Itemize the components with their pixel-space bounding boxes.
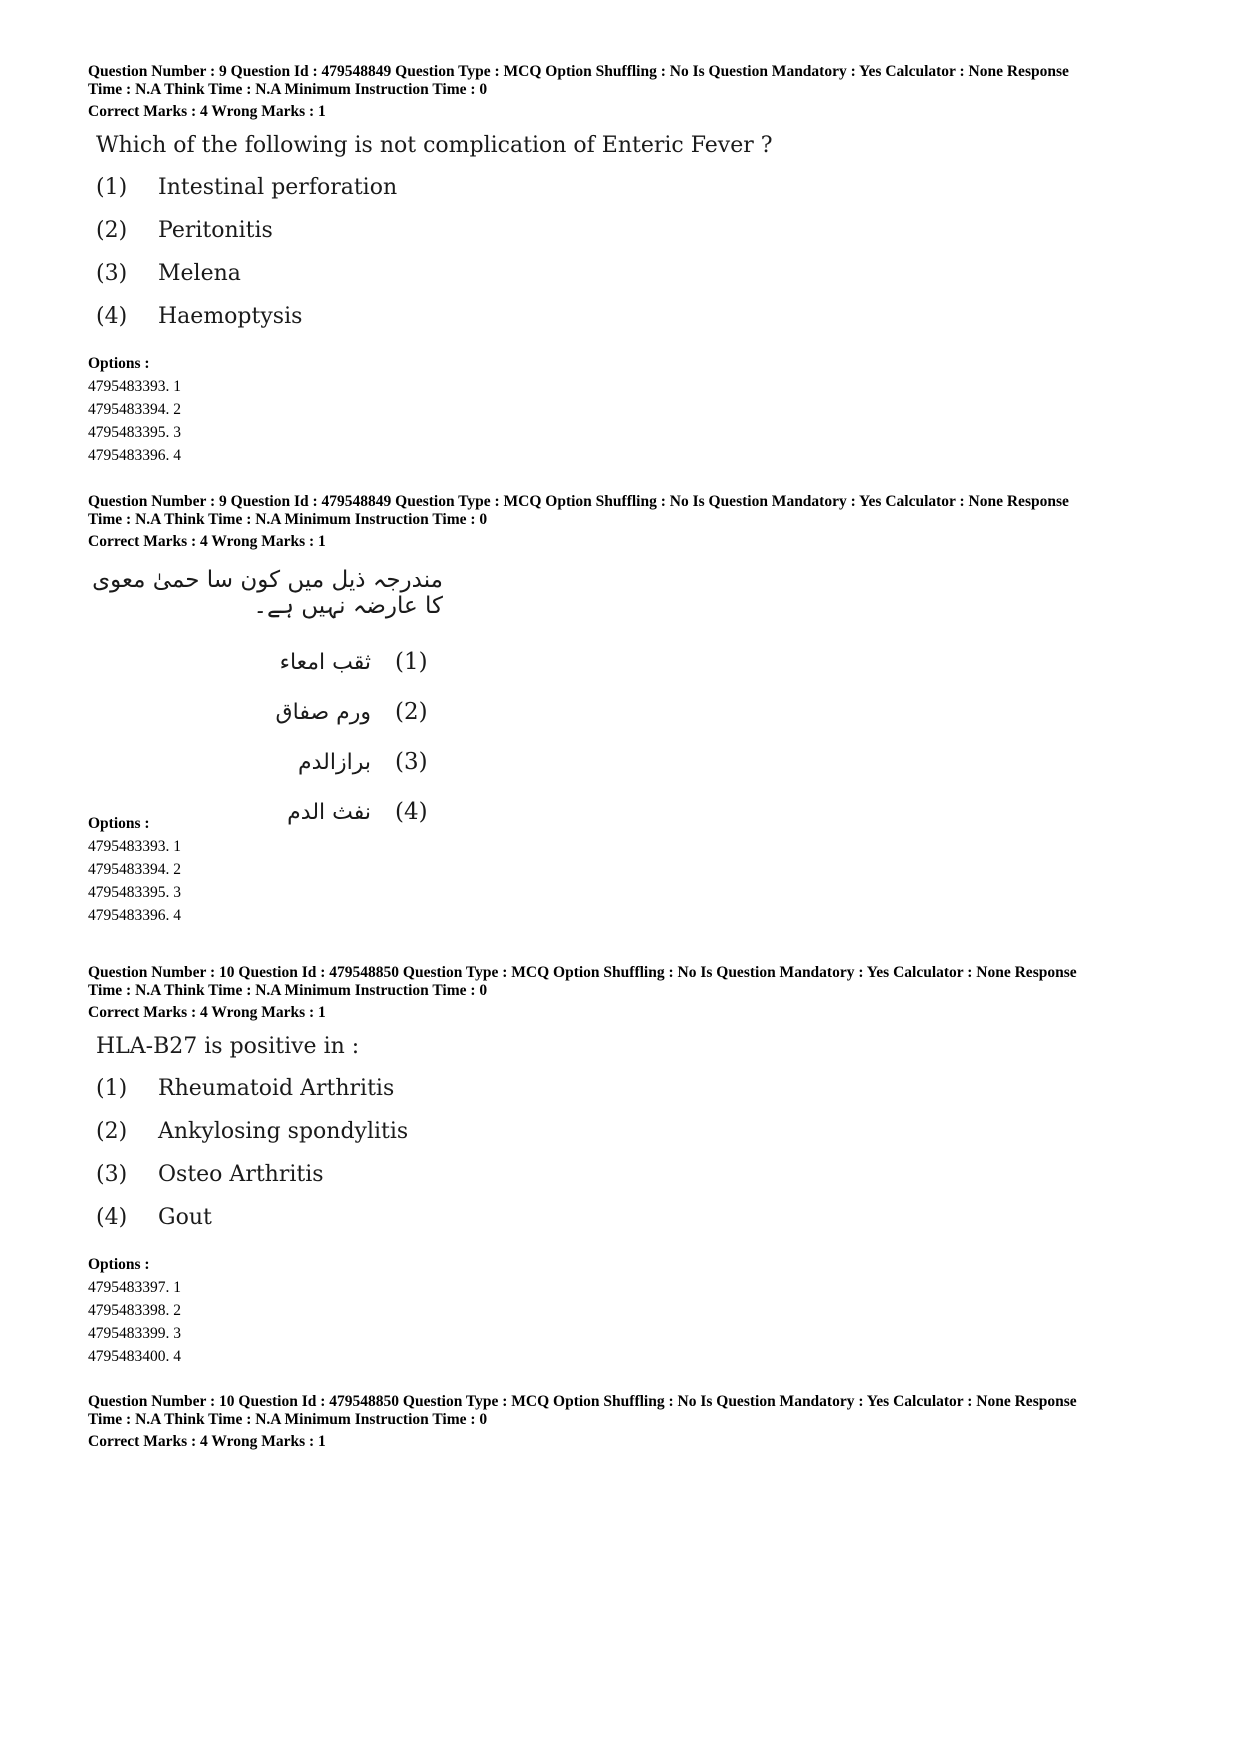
option-id: 4795483393. 1	[88, 378, 181, 395]
choice-text: نفث الدم	[287, 799, 371, 825]
choice-number: (2)	[96, 1119, 128, 1144]
question-stem: Which of the following is not complication of Enteric Fever ?	[96, 133, 773, 158]
choice-number: (2)	[395, 699, 428, 725]
choice-number: (2)	[96, 218, 128, 243]
question-marks: Correct Marks : 4 Wrong Marks : 1	[88, 1004, 326, 1021]
choice-number: (1)	[96, 175, 128, 200]
question-meta-line: Time : N.A Think Time : N.A Minimum Instruction Time : 0	[88, 982, 488, 999]
option-id: 4795483397. 1	[88, 1279, 181, 1296]
choice-number: (3)	[395, 749, 428, 775]
question-block-9-urdu	[88, 493, 1168, 927]
question-meta-line: Question Number : 10 Question Id : 479548850 Question Type : MCQ Option Shuffling : No Is Question Mandatory : Yes Calculator : None Response	[88, 1393, 1077, 1410]
choice-number: (1)	[96, 1076, 128, 1101]
answer-choice	[88, 1162, 1168, 1205]
question-marks: Correct Marks : 4 Wrong Marks : 1	[88, 1433, 326, 1450]
answer-choice	[88, 1119, 1168, 1162]
option-id: 4795483395. 3	[88, 424, 181, 441]
options-label: Options :	[88, 355, 150, 372]
choice-text: Ankylosing spondylitis	[158, 1119, 409, 1144]
choice-text: Rheumatoid Arthritis	[158, 1076, 395, 1101]
option-id: 4795483396. 4	[88, 447, 181, 464]
question-content	[88, 133, 1168, 347]
choice-text: برازالدم	[298, 749, 371, 775]
choice-text: Osteo Arthritis	[158, 1162, 324, 1187]
options-label: Options :	[88, 815, 150, 832]
question-marks: Correct Marks : 4 Wrong Marks : 1	[88, 103, 326, 120]
choice-number: (4)	[96, 1205, 128, 1230]
question-meta-line: Time : N.A Think Time : N.A Minimum Instruction Time : 0	[88, 511, 488, 528]
answer-choice	[88, 787, 443, 837]
answer-choice	[88, 687, 443, 737]
option-id: 4795483394. 2	[88, 401, 181, 418]
answer-choice	[88, 304, 1168, 347]
option-id: 4795483395. 3	[88, 884, 181, 901]
choice-number: (3)	[96, 261, 128, 286]
question-meta-line: Question Number : 9 Question Id : 479548849 Question Type : MCQ Option Shuffling : No Is Question Mandatory : Yes Calculator : None Response	[88, 493, 1069, 510]
option-id: 4795483396. 4	[88, 907, 181, 924]
choice-text: Melena	[158, 261, 241, 286]
question-meta-line: Question Number : 10 Question Id : 479548850 Question Type : MCQ Option Shuffling : No Is Question Mandatory : Yes Calculator : None Response	[88, 964, 1077, 981]
option-id: 4795483393. 1	[88, 838, 181, 855]
question-stem: HLA-B27 is positive in :	[96, 1034, 360, 1059]
question-content	[88, 1034, 1168, 1248]
option-id: 4795483398. 2	[88, 1302, 181, 1319]
question-meta-line: Time : N.A Think Time : N.A Minimum Instruction Time : 0	[88, 1411, 488, 1428]
answer-choice	[88, 1076, 1168, 1119]
choice-text: Intestinal perforation	[158, 175, 398, 200]
answer-choice	[88, 1205, 1168, 1248]
option-id: 4795483400. 4	[88, 1348, 181, 1365]
choice-text: ورم صفاق	[275, 699, 371, 725]
question-stem: مندرجہ ذیل میں کون سا حمیٰ معوی کا عارضہ نہیں ہے۔	[92, 567, 443, 619]
answer-choice	[88, 261, 1168, 304]
question-block-9-english	[88, 63, 1168, 467]
choice-text: ثقب امعاء	[279, 649, 371, 675]
answer-choice	[88, 175, 1168, 218]
choice-number: (4)	[96, 304, 128, 329]
option-id: 4795483399. 3	[88, 1325, 181, 1342]
answer-choice	[88, 218, 1168, 261]
choice-text: Peritonitis	[158, 218, 273, 243]
choice-text: Haemoptysis	[158, 304, 303, 329]
question-meta-line: Time : N.A Think Time : N.A Minimum Instruction Time : 0	[88, 81, 488, 98]
choice-number: (1)	[395, 649, 428, 675]
question-block-10-urdu	[88, 1393, 1168, 1451]
question-marks: Correct Marks : 4 Wrong Marks : 1	[88, 533, 326, 550]
option-id: 4795483394. 2	[88, 861, 181, 878]
choice-text: Gout	[158, 1205, 212, 1230]
choice-number: (4)	[395, 799, 428, 825]
answer-choice	[88, 637, 443, 687]
question-block-10-english	[88, 964, 1168, 1368]
choice-number: (3)	[96, 1162, 128, 1187]
answer-choice	[88, 737, 443, 787]
question-meta-line: Question Number : 9 Question Id : 479548849 Question Type : MCQ Option Shuffling : No Is Question Mandatory : Yes Calculator : None Response	[88, 63, 1069, 80]
options-label: Options :	[88, 1256, 150, 1273]
